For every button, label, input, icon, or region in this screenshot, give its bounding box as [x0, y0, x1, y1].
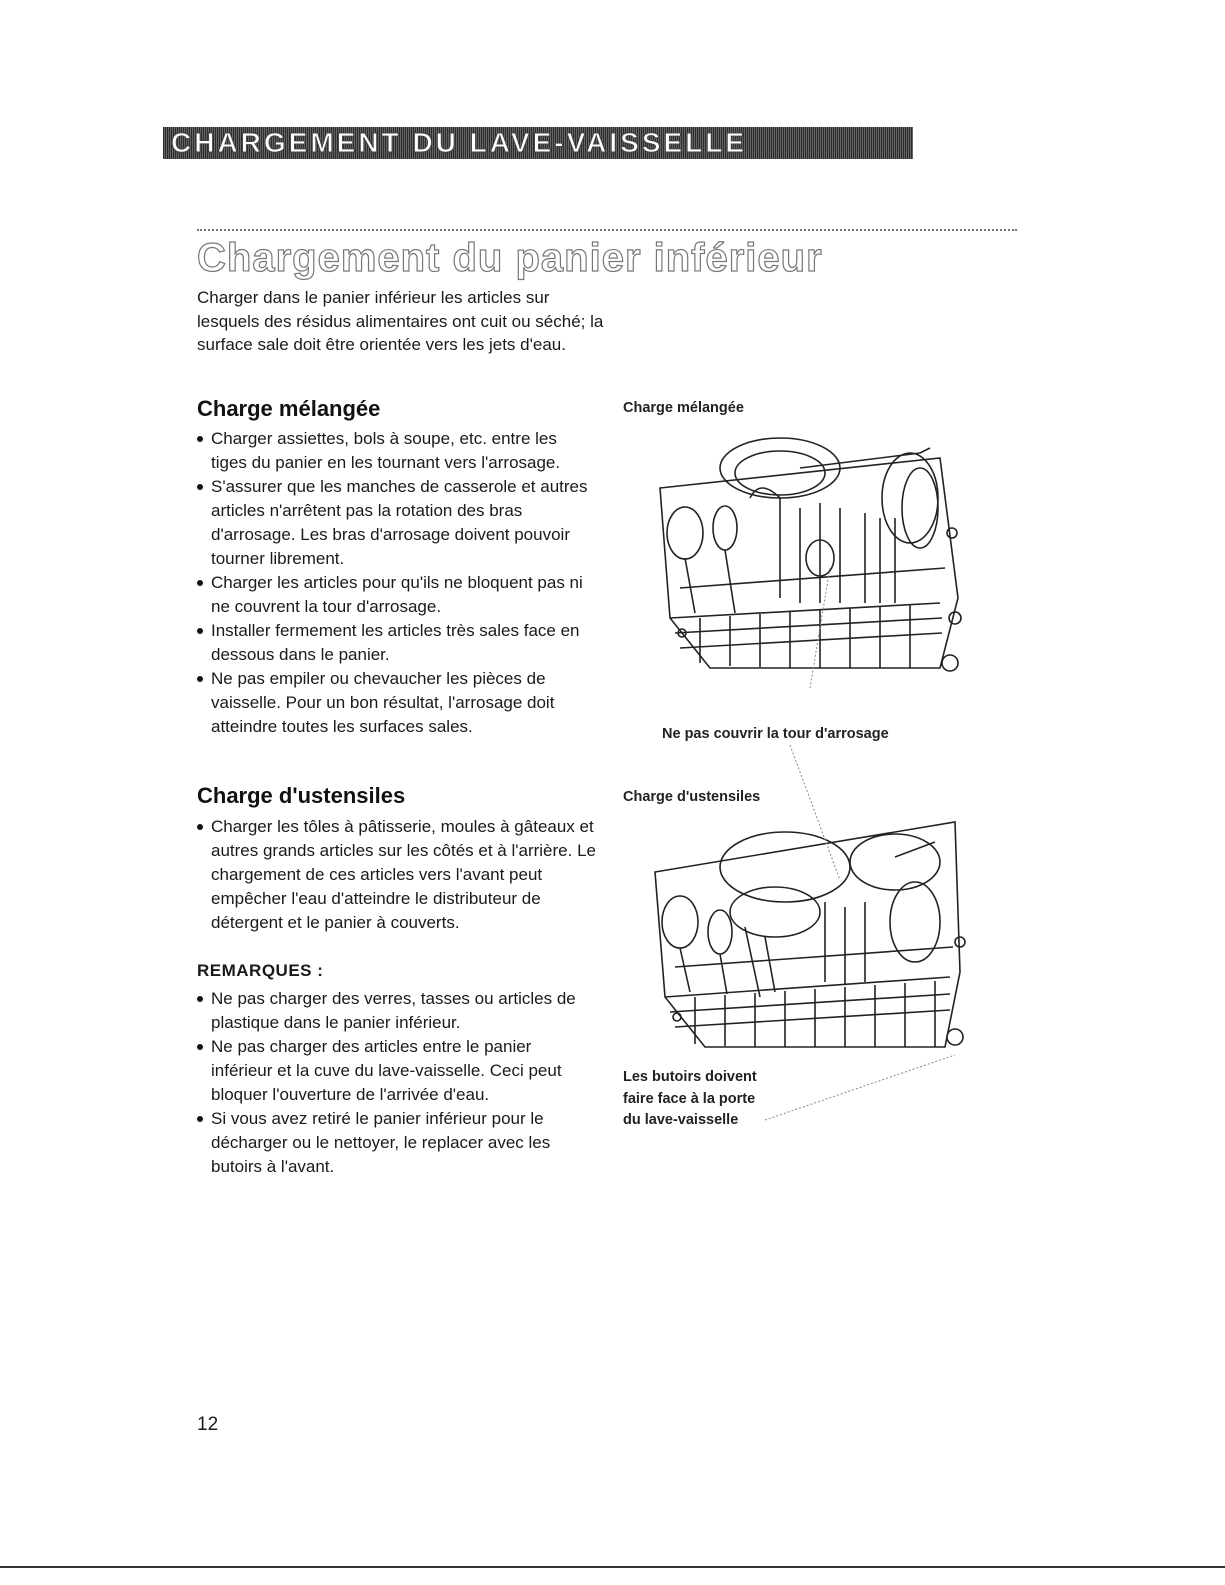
- bullet-icon: [197, 996, 203, 1002]
- bullet-icon: [197, 1044, 203, 1050]
- section-divider: [197, 229, 1017, 231]
- mixed-load-basket-illustration: [640, 418, 970, 688]
- caption-bumpers-line2: faire face à la porte: [623, 1091, 756, 1107]
- list-item: Ne pas charger des articles entre le panier inférieur et la cuve du lave-vaisselle. Ceci peut bloquer l'ouverture de l'arrivée d'eau.: [197, 1035, 597, 1107]
- page-number: 12: [197, 1414, 219, 1435]
- caption-bumpers-line3: du lave-vaisselle: [623, 1112, 739, 1128]
- bullet-icon: [197, 436, 203, 442]
- bullet-icon: [197, 484, 203, 490]
- utensil-load-heading: Charge d'ustensiles: [197, 783, 406, 808]
- bullet-icon: [197, 676, 203, 682]
- bullet-icon: [197, 824, 203, 830]
- banner-title: CHARGEMENT DU LAVE-VAISSELLE: [171, 127, 748, 158]
- notes-heading: REMARQUES :: [197, 961, 324, 980]
- mixed-load-list: [197, 427, 597, 739]
- caption-utensil-load: Charge d'ustensiles: [623, 789, 761, 805]
- list-item: Ne pas charger des verres, tasses ou articles de plastique dans le panier inférieur.: [197, 987, 597, 1035]
- bullet-icon: [197, 1116, 203, 1122]
- list-item: Charger les articles pour qu'ils ne bloquent pas ni ne couvrent la tour d'arrosage.: [197, 571, 597, 619]
- list-item: Installer fermement les articles très sales face en dessous dans le panier.: [197, 619, 597, 667]
- caption-bumpers-line1: Les butoirs doivent: [623, 1069, 757, 1085]
- bumpers-leader-line: [760, 1050, 960, 1130]
- bullet-icon: [197, 628, 203, 634]
- list-item: Charger assiettes, bols à soupe, etc. entre les tiges du panier en les tournant vers l'arrosage.: [197, 427, 597, 475]
- utensil-load-list: [197, 815, 597, 935]
- notes-list: [197, 987, 597, 1179]
- list-item: Ne pas empiler ou chevaucher les pièces de vaisselle. Pour un bon résultat, l'arrosage doit atteindre toutes les surfaces sales.: [197, 667, 597, 739]
- list-item: Charger les tôles à pâtisserie, moules à gâteaux et autres grands articles sur les côtés et à l'arrière. Le chargement de ces articles vers l'avant peut empêcher l'eau d'atteindre le distributeur de détergent et le panier à couverts.: [197, 815, 597, 935]
- intro-paragraph: Charger dans le panier inférieur les articles sur lesquels des résidus alimentaires ont cuit ou séché; la surface sale doit être orientée vers les jets d'eau.: [197, 288, 604, 354]
- caption-mixed-load: Charge mélangée: [623, 400, 744, 416]
- header-banner: [163, 127, 913, 159]
- spray-tower-leader-line: [780, 745, 860, 885]
- caption-spray-tower: Ne pas couvrir la tour d'arrosage: [662, 726, 889, 742]
- bottom-rule: [0, 1566, 1225, 1568]
- mixed-load-heading: Charge mélangée: [197, 396, 381, 421]
- list-item: Si vous avez retiré le panier inférieur pour le décharger ou le nettoyer, le replacer avec les butoirs à l'avant.: [197, 1107, 597, 1179]
- section-title: Chargement du panier inférieur: [197, 236, 823, 280]
- list-item: S'assurer que les manches de casserole et autres articles n'arrêtent pas la rotation des bras d'arrosage. Les bras d'arrosage doivent pouvoir tourner librement.: [197, 475, 597, 571]
- bullet-icon: [197, 580, 203, 586]
